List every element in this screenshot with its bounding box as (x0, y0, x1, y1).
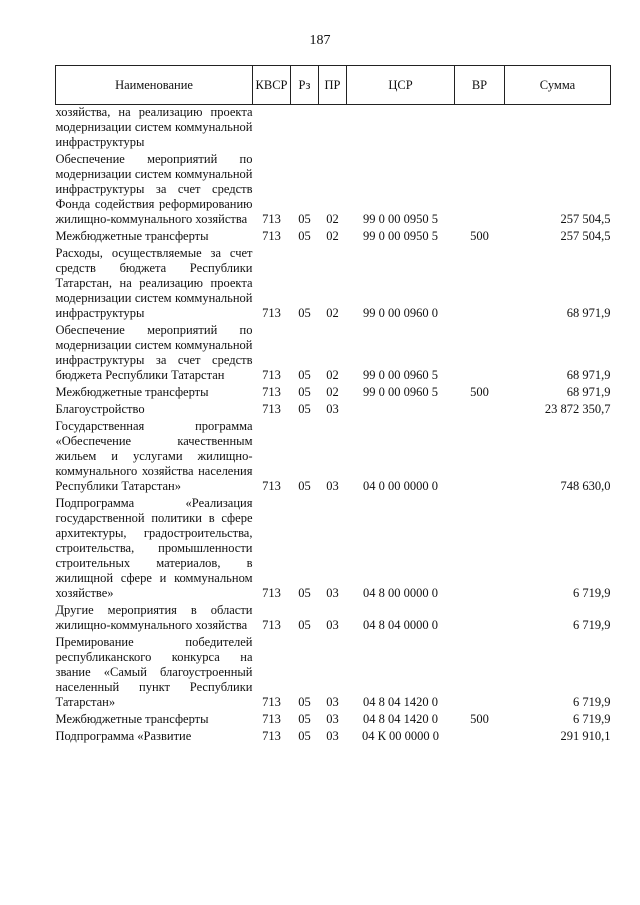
cell-csr: 99 0 00 0960 5 (363, 385, 438, 399)
cell-kvsr: 713 (262, 306, 281, 320)
cell-pr: 03 (326, 586, 339, 600)
cell-sum: 23 872 350,7 (544, 402, 611, 416)
cell-kvsr (253, 105, 291, 151)
cell-vr: 500 (470, 712, 489, 726)
cell-pr: 02 (326, 306, 339, 320)
cell-sum: 748 630,0 (560, 479, 611, 493)
budget-table (55, 65, 611, 744)
cell-pr: 03 (326, 479, 339, 493)
column-header-rz: Рз (291, 66, 319, 105)
cell-csr: 04 0 00 0000 0 (363, 479, 438, 493)
cell-sum (505, 105, 611, 151)
table-row (56, 601, 611, 633)
cell-kvsr: 713 (262, 586, 281, 600)
cell-vr (455, 321, 505, 383)
cell-vr: 500 (470, 385, 489, 399)
column-header-name: Наименование (56, 66, 253, 105)
cell-name: Премирование победителей республиканского конкурса на звание «Самый благоустроенный населенный пункт Республики Татарстан» (55, 635, 253, 709)
cell-name: Межбюджетные трансферты (55, 712, 209, 726)
cell-sum: 68 971,9 (566, 306, 611, 320)
cell-rz: 05 (298, 712, 311, 726)
cell-vr (455, 105, 505, 151)
cell-rz: 05 (298, 479, 311, 493)
cell-vr (455, 494, 505, 601)
cell-sum: 68 971,9 (566, 385, 611, 399)
table-row (56, 400, 611, 417)
cell-rz: 05 (298, 729, 311, 743)
cell-pr: 03 (326, 712, 339, 726)
cell-vr (455, 417, 505, 494)
cell-kvsr: 713 (262, 212, 281, 226)
table-row (56, 710, 611, 727)
table-row (56, 494, 611, 601)
cell-name: Межбюджетные трансферты (55, 385, 209, 399)
cell-csr: 04 8 04 1420 0 (363, 695, 438, 709)
cell-pr: 02 (326, 385, 339, 399)
column-header-kvsr: КВСР (253, 66, 291, 105)
cell-name: хозяйства, на реализацию проекта модернизации систем коммунальной инфраструктуры (55, 105, 253, 149)
cell-kvsr: 713 (262, 479, 281, 493)
cell-name: Подпрограмма «Реализация государственной политики в сфере архитектуры, градостроительства, строительства, промышленности строительных материалов, в жилищной сфере и коммунальном хозяйстве» (55, 496, 253, 600)
cell-pr: 03 (326, 402, 339, 416)
cell-vr (455, 727, 505, 744)
cell-kvsr: 713 (262, 368, 281, 382)
table-row (56, 150, 611, 227)
cell-name: Другие мероприятия в области жилищно-коммунального хозяйства (55, 603, 253, 632)
cell-name: Расходы, осуществляемые за счет средств бюджета Республики Татарстан, на реализацию проекта модернизации систем коммунальной инфраструктуры (55, 246, 253, 320)
cell-kvsr: 713 (262, 712, 281, 726)
cell-pr: 03 (326, 729, 339, 743)
cell-rz: 05 (298, 368, 311, 382)
cell-rz: 05 (298, 402, 311, 416)
cell-sum: 291 910,1 (560, 729, 611, 743)
cell-name: Межбюджетные трансферты (55, 229, 209, 243)
cell-csr (347, 400, 455, 417)
cell-name: Обеспечение мероприятий по модернизации систем коммунальной инфраструктуры за счет средств Фонда содействия реформированию жилищно-коммунального хозяйства (55, 152, 253, 226)
cell-kvsr: 713 (262, 618, 281, 632)
cell-vr (455, 601, 505, 633)
column-header-sum: Сумма (505, 66, 611, 105)
cell-vr: 500 (470, 229, 489, 243)
cell-csr: 99 0 00 0950 5 (363, 229, 438, 243)
cell-rz: 05 (298, 618, 311, 632)
cell-sum: 6 719,9 (573, 586, 611, 600)
table-header-row (56, 66, 611, 105)
cell-csr: 99 0 00 0950 5 (363, 212, 438, 226)
cell-kvsr: 713 (262, 229, 281, 243)
column-header-pr: ПР (319, 66, 347, 105)
table-row (56, 417, 611, 494)
column-header-vr: ВР (455, 66, 505, 105)
cell-rz: 05 (298, 306, 311, 320)
cell-vr (455, 244, 505, 321)
table-row (56, 321, 611, 383)
cell-pr: 03 (326, 618, 339, 632)
cell-vr (455, 633, 505, 710)
cell-name: Благоустройство (55, 402, 145, 416)
cell-pr: 02 (326, 368, 339, 382)
cell-csr: 04 8 04 0000 0 (363, 618, 438, 632)
cell-sum: 257 504,5 (560, 229, 611, 243)
cell-rz: 05 (298, 695, 311, 709)
cell-csr: 99 0 00 0960 5 (363, 368, 438, 382)
table-row (56, 633, 611, 710)
cell-sum: 6 719,9 (573, 712, 611, 726)
cell-kvsr: 713 (262, 695, 281, 709)
cell-vr (455, 400, 505, 417)
cell-csr (347, 105, 455, 151)
table-row (56, 227, 611, 244)
cell-csr: 04 8 00 0000 0 (363, 586, 438, 600)
cell-rz: 05 (298, 385, 311, 399)
column-header-csr: ЦСР (347, 66, 455, 105)
cell-pr (319, 105, 347, 151)
table-body (56, 105, 611, 745)
table-row (56, 244, 611, 321)
cell-kvsr: 713 (262, 385, 281, 399)
cell-rz: 05 (298, 229, 311, 243)
cell-rz: 05 (298, 586, 311, 600)
cell-sum: 6 719,9 (573, 695, 611, 709)
cell-name: Обеспечение мероприятий по модернизации систем коммунальной инфраструктуры за счет средств бюджета Республики Татарстан (55, 323, 253, 382)
cell-rz: 05 (298, 212, 311, 226)
table-row (56, 105, 611, 151)
cell-pr: 02 (326, 229, 339, 243)
cell-pr: 02 (326, 212, 339, 226)
cell-kvsr: 713 (262, 402, 281, 416)
cell-csr: 04 К 00 0000 0 (361, 729, 440, 743)
cell-csr: 99 0 00 0960 0 (363, 306, 438, 320)
cell-sum: 68 971,9 (566, 368, 611, 382)
table-row (56, 727, 611, 744)
cell-rz (291, 105, 319, 151)
page-number: 187 (309, 33, 331, 48)
cell-kvsr: 713 (262, 729, 281, 743)
cell-name: Государственная программа «Обеспечение качественным жильем и услугами жилищно-коммунального хозяйства населения Республики Татарстан» (55, 419, 253, 493)
cell-pr: 03 (326, 695, 339, 709)
cell-csr: 04 8 04 1420 0 (363, 712, 438, 726)
cell-sum: 6 719,9 (573, 618, 611, 632)
table-row (56, 383, 611, 400)
cell-vr (455, 150, 505, 227)
cell-name: Подпрограмма «Развитие (55, 729, 192, 743)
cell-sum: 257 504,5 (560, 212, 611, 226)
